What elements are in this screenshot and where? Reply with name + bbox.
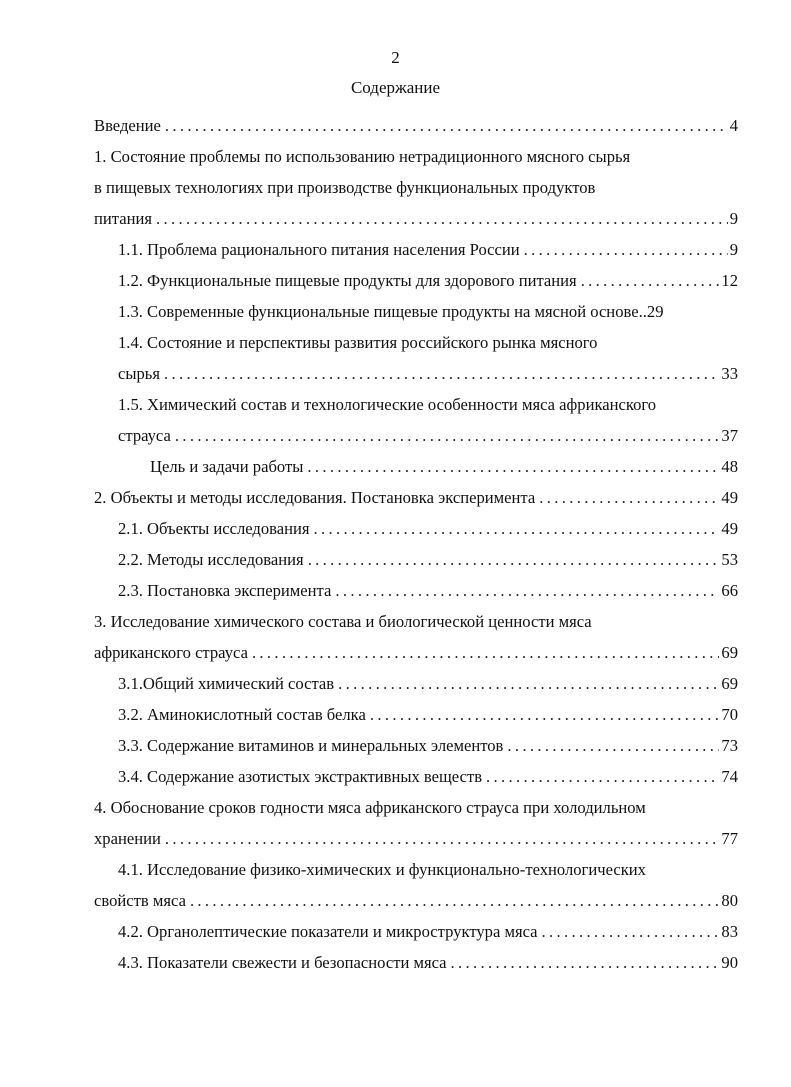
toc-page-number: 9 — [728, 234, 738, 265]
toc-leader-dots — [314, 513, 720, 544]
toc-entry-text: 1.5. Химический состав и технологические особенности мяса африканского — [118, 395, 657, 414]
toc-page-number: 74 — [719, 761, 738, 792]
toc-leader-dots — [338, 668, 719, 699]
toc-entry — [94, 761, 738, 792]
toc-entry — [94, 792, 738, 823]
toc-entry-text: 1.4. Состояние и перспективы развития российского рынка мясного — [118, 333, 598, 352]
toc-entry — [94, 544, 738, 575]
toc-entry — [94, 916, 738, 947]
toc-entry — [94, 265, 738, 296]
toc-entry — [94, 358, 738, 389]
toc-entry-text: 1.2. Функциональные пищевые продукты для здорового питания — [118, 265, 581, 296]
toc-page-number: 77 — [719, 823, 738, 854]
toc-entry-text: 2.1. Объекты исследования — [118, 513, 314, 544]
table-of-contents — [94, 110, 738, 978]
toc-entry-text: 3.2. Аминокислотный состав белка — [118, 699, 370, 730]
toc-leader-dots — [542, 916, 720, 947]
toc-leader-dots — [190, 885, 719, 916]
toc-entry-text: питания — [94, 203, 156, 234]
toc-page-number: 29 — [646, 302, 664, 321]
toc-leader-dots — [252, 637, 719, 668]
toc-leader-dots — [165, 110, 728, 141]
toc-entry-text: 4.1. Исследование физико-химических и функционально-технологических — [118, 860, 646, 879]
toc-page-number: 83 — [719, 916, 738, 947]
toc-entry — [94, 420, 738, 451]
toc-page-number: 90 — [719, 947, 738, 978]
toc-entry — [94, 730, 738, 761]
toc-page-number: 69 — [719, 668, 738, 699]
toc-page-number: 33 — [719, 358, 738, 389]
toc-entry-text: 3. Исследование химического состава и биологической ценности мяса — [94, 612, 592, 631]
toc-entry-text: в пищевых технологиях при производстве функциональных продуктов — [94, 178, 596, 197]
toc-page-number: 48 — [719, 451, 738, 482]
toc-entry — [94, 513, 738, 544]
toc-entry-text: 2. Объекты и методы исследования. Постановка эксперимента — [94, 482, 539, 513]
toc-leader-dots — [451, 947, 720, 978]
toc-leader-dots — [307, 451, 719, 482]
toc-entry — [94, 699, 738, 730]
toc-page-number: 12 — [719, 265, 738, 296]
toc-leader-dots — [165, 823, 720, 854]
toc-page-number: 49 — [719, 513, 738, 544]
toc-entry — [94, 668, 738, 699]
toc-page-number: 4 — [728, 110, 738, 141]
toc-entry — [94, 172, 738, 203]
toc-page-number: 73 — [719, 730, 738, 761]
toc-entry — [94, 885, 738, 916]
toc-leader-dots — [539, 482, 719, 513]
toc-entry — [94, 823, 738, 854]
toc-page-number: 80 — [719, 885, 738, 916]
toc-entry — [94, 606, 738, 637]
toc-entry-text: сырья — [118, 358, 164, 389]
toc-entry-text: 4. Обоснование сроков годности мяса африканского страуса при холодильном — [94, 798, 646, 817]
toc-leader-dots — [308, 544, 720, 575]
page-number: 2 — [391, 48, 400, 67]
toc-leader-dots — [164, 358, 719, 389]
toc-page-number: 37 — [719, 420, 738, 451]
toc-leader-dots — [175, 420, 720, 451]
toc-entry-text: 4.2. Органолептические показатели и микроструктура мяса — [118, 916, 542, 947]
toc-entry-text: 3.1.Общий химический состав — [118, 668, 338, 699]
toc-entry — [94, 637, 738, 668]
toc-entry-text: хранении — [94, 823, 165, 854]
toc-page-number: 66 — [719, 575, 738, 606]
toc-leader-dots — [507, 730, 719, 761]
toc-page-number: 49 — [719, 482, 738, 513]
toc-leader-dots — [335, 575, 719, 606]
toc-entry-text: 3.4. Содержание азотистых экстрактивных веществ — [118, 761, 486, 792]
toc-entry — [94, 482, 738, 513]
toc-page-number: 53 — [719, 544, 738, 575]
toc-page-number: 9 — [728, 203, 738, 234]
toc-entry — [94, 141, 738, 172]
toc-leader-dots — [486, 761, 719, 792]
toc-entry — [94, 110, 738, 141]
toc-entry — [94, 947, 738, 978]
toc-page-number: 70 — [719, 699, 738, 730]
toc-entry — [94, 203, 738, 234]
toc-entry-text: 4.3. Показатели свежести и безопасности мяса — [118, 947, 451, 978]
toc-entry — [94, 234, 738, 265]
toc-entry-text: страуса — [118, 420, 175, 451]
toc-entry-text: Цель и задачи работы — [150, 451, 307, 482]
toc-page-number: 69 — [719, 637, 738, 668]
toc-leader-dots — [156, 203, 728, 234]
toc-entry — [94, 389, 738, 420]
toc-entry-text: 1.1. Проблема рационального питания населения России — [118, 234, 524, 265]
toc-entry-text: 1. Состояние проблемы по использованию нетрадиционного мясного сырья — [94, 147, 631, 166]
toc-leader-dots — [524, 234, 728, 265]
toc-entry — [94, 327, 738, 358]
toc-entry-text: свойств мяса — [94, 885, 190, 916]
toc-entry-text: 1.3. Современные функциональные пищевые продукты на мясной основе.. — [118, 296, 647, 327]
toc-entry-text: 3.3. Содержание витаминов и минеральных элементов — [118, 730, 507, 761]
toc-entry — [94, 451, 738, 482]
toc-entry — [94, 575, 738, 606]
toc-leader-dots — [581, 265, 720, 296]
toc-leader-dots — [370, 699, 720, 730]
toc-title: Содержание — [350, 78, 441, 97]
toc-entry-text: 2.2. Методы исследования — [118, 544, 308, 575]
toc-entry-text: африканского страуса — [94, 637, 252, 668]
toc-entry-text: 2.3. Постановка эксперимента — [118, 575, 335, 606]
toc-entry-text: Введение — [94, 110, 165, 141]
toc-entry — [94, 854, 738, 885]
toc-entry — [94, 296, 738, 327]
